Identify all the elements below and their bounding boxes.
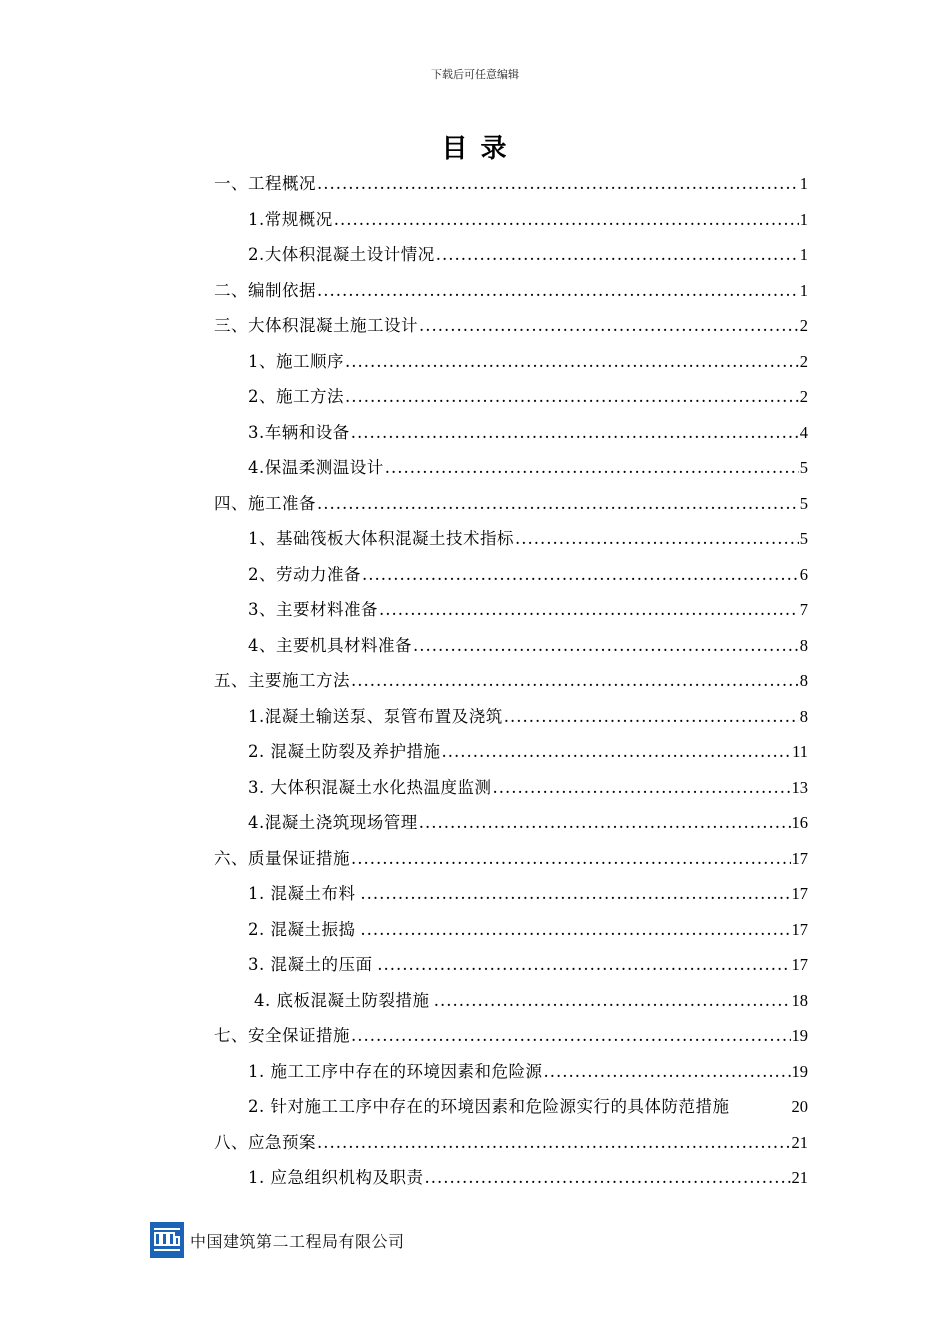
toc-entry-page: 13 [791, 777, 808, 797]
toc-entry-page: 2 [799, 316, 808, 335]
toc-leader-dots [493, 770, 791, 806]
toc-entry-page: 17 [791, 848, 808, 868]
toc-entry-page: 7 [799, 600, 808, 619]
toc-entry-label: 1. 施工工序中存在的环境因素和危险源 [248, 1061, 543, 1081]
toc-leader-dots [515, 521, 799, 557]
toc-leader-dots [434, 983, 791, 1019]
toc-entry[interactable] [214, 202, 808, 238]
header-note: 下载后可任意编辑 [431, 68, 519, 81]
toc-entry[interactable] [214, 1125, 808, 1161]
toc-leader-dots [377, 947, 790, 983]
toc-leader-dots [413, 628, 799, 664]
toc-entry-label: 4. 底板混凝土防裂措施 [254, 990, 430, 1010]
toc-entry-page: 6 [799, 564, 808, 584]
toc-entry[interactable] [214, 770, 808, 806]
page-title: 目 录 [441, 134, 509, 164]
toc-entry-page: 19 [791, 1061, 808, 1081]
toc-entry[interactable] [214, 912, 808, 948]
toc-leader-dots [544, 1054, 791, 1090]
toc-entry-label: 八、应急预案 [214, 1132, 316, 1152]
toc-leader-dots [351, 841, 791, 877]
toc-entry-label: 4.保温柔测温设计 [248, 458, 384, 477]
toc-entry-page: 1 [799, 245, 808, 264]
toc-leader-dots [345, 379, 799, 415]
toc-entry[interactable] [214, 947, 808, 983]
toc-entry-label: 1、基础筏板大体积混凝土技术指标 [248, 529, 514, 548]
toc-entry[interactable] [214, 805, 808, 841]
toc-entry-page: 8 [799, 671, 808, 690]
toc-entry[interactable] [214, 486, 808, 522]
toc-leader-dots [419, 805, 791, 841]
toc-leader-dots [351, 415, 799, 451]
toc-entry[interactable] [214, 415, 808, 451]
toc-entry-label: 2. 混凝土振捣 [248, 919, 356, 939]
toc-entry[interactable] [214, 841, 808, 877]
toc-entry[interactable] [214, 450, 808, 486]
toc-entry-label: 1.混凝土输送泵、泵管布置及浇筑 [248, 706, 503, 726]
toc-entry[interactable] [214, 734, 808, 770]
toc-entry-page: 21 [791, 1168, 808, 1187]
toc-leader-dots [362, 557, 799, 593]
toc-leader-dots [345, 344, 799, 380]
toc-entry-label: 2、劳动力准备 [248, 564, 361, 584]
toc-entry-page: 16 [791, 813, 808, 832]
toc-entry-page: 5 [799, 458, 808, 477]
toc-entry[interactable] [214, 308, 808, 344]
company-name: 中国建筑第二工程局有限公司 [190, 1231, 405, 1251]
toc-entry[interactable] [214, 592, 808, 628]
toc-entry-page: 5 [799, 493, 808, 513]
toc-leader-dots [442, 734, 792, 770]
toc-entry-label: 1.常规概况 [248, 209, 333, 229]
toc-entry-page: 19 [791, 1026, 808, 1045]
toc-entry-page: 1 [799, 209, 808, 229]
toc-leader-dots [334, 202, 799, 238]
toc-leader-dots [351, 1018, 791, 1054]
toc-leader-dots [419, 308, 799, 344]
toc-leader-dots [351, 663, 799, 699]
toc-entry[interactable] [214, 344, 808, 380]
toc-entry-page: 5 [799, 529, 808, 548]
toc-leader-dots [317, 1125, 791, 1161]
toc-entry[interactable] [214, 557, 808, 593]
toc-leader-dots [425, 1160, 791, 1196]
toc-entry-page: 21 [791, 1132, 808, 1152]
toc-entry-label: 2. 针对施工工序中存在的环境因素和危险源实行的具体防范措施 [248, 1097, 730, 1116]
toc-entry-page: 17 [791, 919, 808, 939]
toc-leader-dots [385, 450, 799, 486]
toc-entry-label: 1、施工顺序 [248, 351, 344, 371]
toc-entry-page: 2 [799, 387, 808, 406]
toc-entry-label: 1. 应急组织机构及职责 [248, 1168, 424, 1187]
toc-entry[interactable] [214, 699, 808, 735]
toc-entry[interactable] [214, 983, 808, 1019]
toc-entry[interactable] [214, 628, 808, 664]
toc-entry-page: 18 [791, 990, 808, 1010]
toc-entry-page: 11 [792, 742, 808, 761]
cscec-logo-icon [150, 1222, 184, 1258]
toc-entry-label: 3. 大体积混凝土水化热温度监测 [248, 777, 492, 797]
toc-entry[interactable] [214, 1160, 808, 1196]
toc-entry[interactable] [214, 273, 808, 309]
toc-entry-label: 3、主要材料准备 [248, 600, 378, 619]
toc-entry-label: 2.大体积混凝土设计情况 [248, 245, 435, 264]
toc-entry[interactable] [214, 1089, 808, 1125]
footer [150, 1222, 405, 1258]
toc-entry-page: 2 [799, 351, 808, 371]
toc-entry-label: 二、编制依据 [214, 280, 316, 300]
toc-leader-dots [504, 699, 799, 735]
toc-entry[interactable] [214, 1018, 808, 1054]
toc-leader-dots [360, 912, 790, 948]
toc-entry-label: 4.混凝土浇筑现场管理 [248, 813, 418, 832]
toc-entry-label: 3.车辆和设备 [248, 422, 350, 442]
toc-leader-dots [317, 273, 799, 309]
toc-leader-dots [317, 486, 799, 522]
table-of-contents [214, 166, 808, 1196]
toc-entry-page: 1 [799, 174, 808, 193]
toc-entry-label: 3. 混凝土的压面 [248, 955, 373, 974]
toc-entry-page: 8 [799, 706, 808, 726]
toc-entry-page: 8 [799, 635, 808, 655]
toc-entry-label: 1. 混凝土布料 [248, 884, 356, 903]
toc-entry[interactable] [214, 237, 808, 273]
toc-entry[interactable] [214, 1054, 808, 1090]
toc-entry-label: 2. 混凝土防裂及养护措施 [248, 742, 441, 761]
toc-entry-label: 六、质量保证措施 [214, 848, 350, 868]
toc-entry-page: 4 [799, 422, 808, 442]
toc-entry-label: 2、施工方法 [248, 387, 344, 406]
toc-entry-page: 20 [791, 1097, 808, 1116]
toc-entry-label: 三、大体积混凝土施工设计 [214, 316, 418, 335]
toc-entry-label: 一、工程概况 [214, 174, 316, 193]
toc-leader-dots [436, 237, 799, 273]
toc-entry-label: 七、安全保证措施 [214, 1026, 350, 1045]
toc-leader-dots [360, 876, 790, 912]
toc-entry[interactable] [214, 379, 808, 415]
toc-entry-page: 1 [799, 280, 808, 300]
toc-entry[interactable] [214, 663, 808, 699]
toc-leader-dots [317, 166, 799, 202]
toc-entry-label: 4、主要机具材料准备 [248, 635, 412, 655]
toc-entry-label: 四、施工准备 [214, 493, 316, 513]
toc-leader-dots [379, 592, 799, 628]
toc-entry[interactable] [214, 876, 808, 912]
toc-entry-page: 17 [791, 884, 808, 903]
toc-entry[interactable] [214, 521, 808, 557]
toc-entry-page: 17 [791, 955, 808, 974]
toc-entry[interactable] [214, 166, 808, 202]
toc-entry-label: 五、主要施工方法 [214, 671, 350, 690]
